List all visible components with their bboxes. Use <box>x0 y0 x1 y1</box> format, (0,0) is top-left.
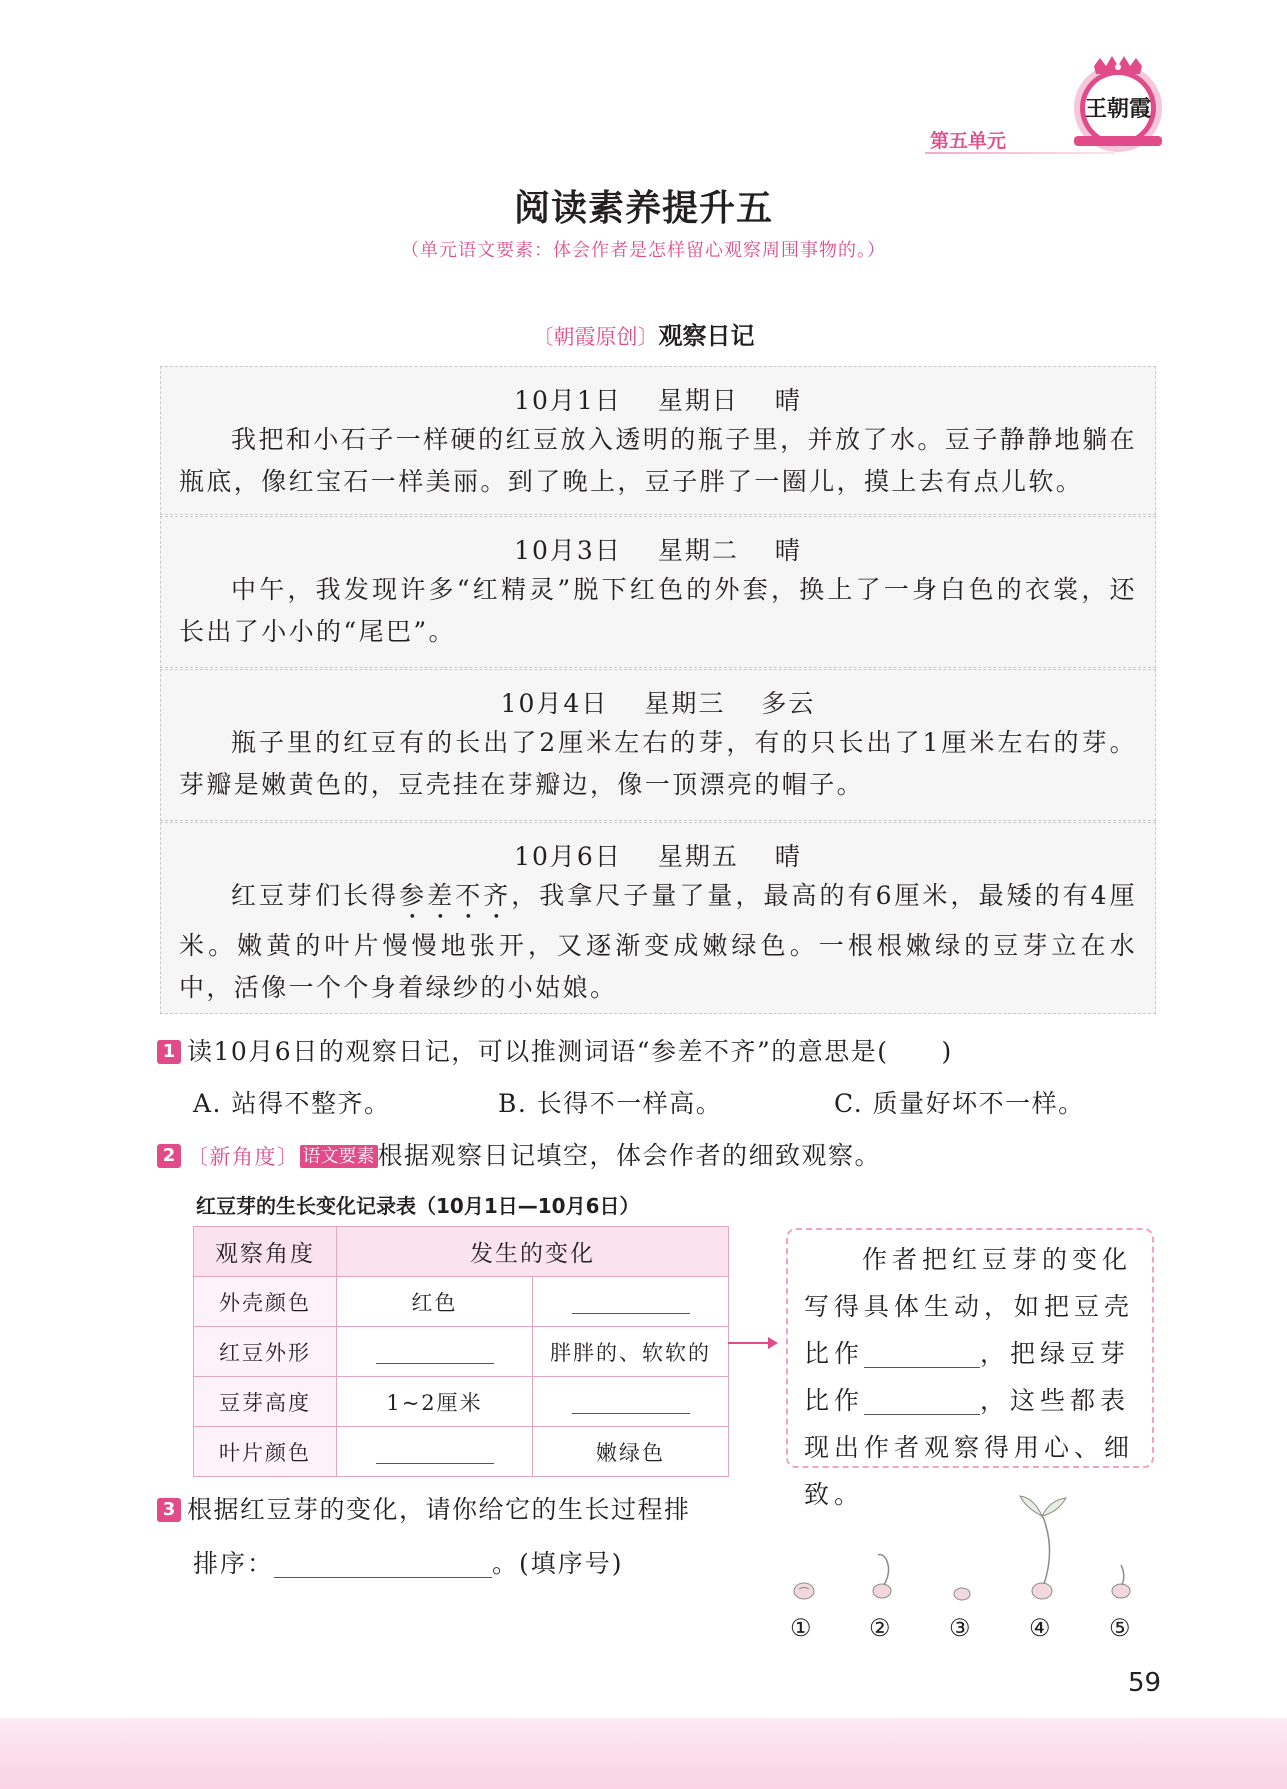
summary-box <box>786 1228 1154 1509</box>
q3-answer-line <box>193 1544 624 1580</box>
sprout-stage-2-icon <box>873 1555 891 1599</box>
table-row <box>194 1327 729 1377</box>
sprout-stage-1-icon <box>794 1583 814 1599</box>
stage-label: ⑤ <box>1109 1614 1131 1642</box>
row-before: 红色 <box>337 1277 533 1327</box>
summary-part1: 作者把红豆芽的变化写得具体生动，如把豆壳比作 <box>804 1245 1135 1368</box>
diary-entry <box>160 366 1156 515</box>
answer-blank[interactable] <box>533 1377 729 1427</box>
entry-weather: 多云 <box>761 689 816 718</box>
entry-text: 我把和小石子一样硬的红豆放入透明的瓶子里，并放了水。豆子静静地躺在瓶底，像红宝石一样美丽。到了晚上，豆子胖了一圈儿，摸上去有点儿软。 <box>179 425 1137 496</box>
entry-date-line <box>161 531 1155 567</box>
blank-line[interactable] <box>572 1391 690 1414</box>
svg-text:王朝霞: 王朝霞 <box>1084 96 1152 122</box>
row-before: 1~2厘米 <box>337 1377 533 1427</box>
passage-source: 〔朝霞原创〕 <box>532 325 659 349</box>
table-row <box>194 1277 729 1327</box>
stage-label: ③ <box>949 1614 971 1642</box>
blank-line[interactable] <box>376 1441 494 1464</box>
summary-blank-2[interactable] <box>864 1390 980 1415</box>
passage-title: 观察日记 <box>658 322 755 350</box>
entry-weather: 晴 <box>774 842 802 871</box>
question-text: 读10月6日的观察日记，可以推测词语“参差不齐”的意思是( ) <box>187 1037 953 1066</box>
entry-date: 10月1日 <box>514 386 622 415</box>
question-1 <box>157 1032 953 1068</box>
unit-label: 第五单元 <box>930 130 1007 152</box>
entry-weekday: 星期二 <box>657 536 739 565</box>
sprout-stage-3-icon <box>954 1588 970 1600</box>
header-aspect: 观察角度 <box>194 1227 337 1277</box>
new-angle-tag: 〔新角度〕 <box>187 1145 300 1169</box>
page-subtitle: （单元语文要素：体会作者是怎样留心观察周围事物的。） <box>401 240 886 261</box>
entry-text: 瓶子里的红豆有的长出了2厘米左右的芽，有的只长出了1厘米左右的芽。芽瓣是嫩黄色的，豆壳挂在芽瓣边，像一顶漂亮的帽子。 <box>179 728 1137 799</box>
passage-heading <box>0 316 1287 351</box>
table-header-row <box>194 1227 729 1277</box>
stage-label: ④ <box>1029 1614 1051 1642</box>
entry-date: 10月4日 <box>500 689 609 718</box>
stage-label: ① <box>790 1614 812 1642</box>
diary-entry <box>160 822 1156 1014</box>
footer-band <box>0 1718 1287 1789</box>
summary-text <box>788 1230 1152 1518</box>
entry-date: 10月6日 <box>514 842 622 871</box>
page-title: 阅读素养提升五 <box>513 188 773 229</box>
arrow-right-icon <box>728 1336 778 1350</box>
blank-line[interactable] <box>376 1341 494 1364</box>
entry-date-line <box>161 381 1155 417</box>
diary-entry <box>160 669 1156 821</box>
table-title: 红豆芽的生长变化记录表（10月1日—10月6日） <box>196 1194 640 1218</box>
blank-line[interactable] <box>572 1291 690 1314</box>
entry-weekday: 星期日 <box>657 386 739 415</box>
table-row <box>194 1427 729 1477</box>
row-after: 嫩绿色 <box>533 1427 729 1477</box>
entry-weather: 晴 <box>774 536 802 565</box>
question-text: 根据红豆芽的变化，请你给它的生长过程排 <box>187 1495 691 1524</box>
entry-text-before: 红豆芽们长得 <box>231 881 400 910</box>
summary-part3: ，这些都表现出作者观察得用心、细致。 <box>804 1386 1135 1509</box>
stage-label: ② <box>869 1614 891 1642</box>
diary-entry <box>160 516 1156 668</box>
growth-record-table <box>193 1226 729 1477</box>
language-element-tag: 语文要素 <box>300 1145 378 1168</box>
entry-weekday: 星期五 <box>657 842 739 871</box>
publisher-logo <box>1064 50 1172 158</box>
question-number: 2 <box>157 1144 181 1168</box>
option-b[interactable]: B. 长得不一样高。 <box>498 1089 723 1118</box>
answer-blank[interactable] <box>533 1277 729 1327</box>
emphasized-phrase: 参差不齐 <box>399 881 512 910</box>
row-aspect: 叶片颜色 <box>194 1427 337 1477</box>
page-number: 59 <box>1128 1668 1162 1698</box>
entry-text: 中午，我发现许多“红精灵”脱下红色的外套，换上了一身白色的衣裳，还长出了小小的“尾巴”。 <box>179 575 1137 646</box>
answer-blank[interactable] <box>337 1327 533 1377</box>
question-number: 1 <box>157 1040 181 1064</box>
entry-weather: 晴 <box>774 386 802 415</box>
entry-text <box>161 875 1155 1009</box>
option-a[interactable]: A. 站得不整齐。 <box>193 1089 391 1118</box>
entry-weekday: 星期三 <box>644 689 726 718</box>
entry-date-line <box>161 684 1155 720</box>
unit-underline <box>925 152 1115 154</box>
entry-text-after: ，我拿尺子量了量，最高的有6厘米，最矮的有4厘米。嫩黄的叶片慢慢地张开，又逐渐变成嫩绿色。一根根嫩绿的豆芽立在水中，活像一个个身着绿纱的小姑娘。 <box>179 881 1138 1002</box>
summary-part2: ，把绿豆芽比作 <box>804 1339 1131 1415</box>
diary-box <box>160 366 1156 1014</box>
question-number: 3 <box>157 1498 181 1522</box>
header-change: 发生的变化 <box>337 1227 729 1277</box>
answer-suffix: 。(填序号) <box>492 1549 624 1578</box>
row-aspect: 外壳颜色 <box>194 1277 337 1327</box>
entry-date-line <box>161 837 1155 873</box>
row-aspect: 豆芽高度 <box>194 1377 337 1427</box>
question-text: 根据观察日记填空，体会作者的细致观察。 <box>377 1141 882 1170</box>
row-after: 胖胖的、软软的 <box>533 1327 729 1377</box>
question-3 <box>157 1490 691 1526</box>
question-2 <box>157 1136 881 1172</box>
table-row <box>194 1377 729 1427</box>
option-c[interactable]: C. 质量好坏不一样。 <box>834 1089 1085 1118</box>
entry-date: 10月3日 <box>514 536 622 565</box>
answer-blank[interactable] <box>337 1427 533 1477</box>
summary-blank-1[interactable] <box>864 1343 980 1368</box>
sprout-stage-4-icon <box>1020 1496 1066 1599</box>
sprout-stage-5-icon <box>1112 1565 1130 1598</box>
answer-prefix: 排序： <box>193 1549 275 1578</box>
answer-blank[interactable] <box>274 1553 492 1578</box>
row-aspect: 红豆外形 <box>194 1327 337 1377</box>
